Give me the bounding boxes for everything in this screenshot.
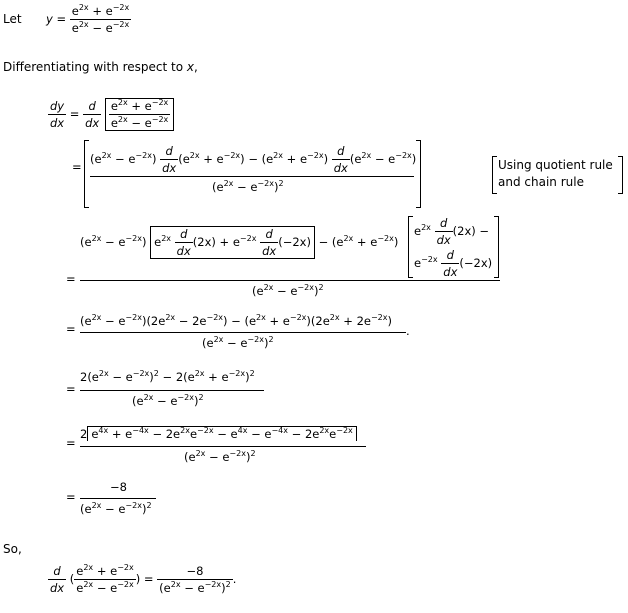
step4-equals: = — [66, 322, 76, 336]
step2-note — [498, 157, 613, 191]
differentiating-label: Differentiating with respect to x, — [3, 60, 198, 74]
step1-expression: $\frac{dy}{dx}$ = $\frac{d}{dx}$ $\frac{e^{2x} + e^{-2x}}{e^{2x} - e^{-2x}}$ — [48, 98, 174, 131]
step4-numerator: $(e^{2x} - e^{-2x})(2e^{2x} - 2e^{-2x}) - (e^{2x} + e^{-2x})(2e^{2x} + 2e^{-2x})$ — [80, 313, 392, 328]
so-label: So, — [3, 542, 22, 556]
step5-numerator: $2(e^{2x} - e^{-2x})^2 - 2(e^{2x} + e^{-2x})^2$ — [80, 369, 255, 384]
step3-inner-right-bracket — [494, 216, 499, 278]
step7-numerator: −8 — [110, 480, 127, 494]
note-line1: Using quotient rule — [498, 158, 613, 172]
step6-numerator: 2 $e^{4x} + e^{-4x} - 2e^{2x}e^{-2x} - e^{4x} - e^{-4x} - 2e^{2x}e^{-2x}$ — [80, 426, 357, 441]
step5-denominator: $(e^{2x} - e^{-2x})^2$ — [132, 393, 204, 408]
step3-numerator-part2b: $e^{-2x}$ $\frac{d}{dx}$ (−2x) — [414, 248, 493, 279]
final-expression: $\frac{d}{dx}$ ( $\frac{e^{2x} + e^{-2x}}{e^{2x} - e^{-2x}}$ ) = $\frac{-8}{(e^{2x} - e^{-2x})^2}$ . — [50, 563, 237, 595]
note-left-bracket — [492, 156, 497, 194]
let-label: Let — [3, 12, 22, 26]
step2-denominator: $(e^{2x} - e^{-2x})^2$ — [212, 179, 284, 194]
y-definition: y = $\frac{e^{2x} + e^{-2x}}{e^{2x} - e^{-2x}}$ — [46, 3, 130, 35]
step6-equals: = — [66, 436, 76, 450]
step3-numerator-part2a: $e^{2x}$ $\frac{d}{dx}$ (2x) − — [414, 216, 490, 247]
note-right-bracket — [618, 156, 623, 194]
step5-equals: = — [66, 382, 76, 396]
step2-equals: = — [72, 160, 82, 174]
step3-fraction-bar — [80, 280, 500, 281]
step5-fraction-bar — [80, 390, 264, 391]
step2-fraction-bar — [90, 176, 414, 177]
step7-denominator: $(e^{2x} - e^{-2x})^2$ — [80, 501, 152, 516]
step3-inner-left-bracket — [408, 216, 413, 278]
step2-numerator: $(e^{2x} - e^{-2x})$ $\frac{d}{dx}$ $(e^{2x} + e^{-2x}) - (e^{2x} + e^{-2x})$ $\frac{d}{dx}$ $(e^{2x} - e^{-2x})$ — [90, 144, 417, 175]
note-line2: and chain rule — [498, 175, 584, 189]
step4-fraction-bar — [80, 332, 406, 333]
step3-numerator-part1: $(e^{2x} - e^{-2x})$ $e^{2x}$ $\frac{d}{dx}$ $(2x) + e^{-2x}$ $\frac{d}{dx}$ $(-2x) - (e^{2x} + e^{-2x})$ — [80, 227, 399, 258]
step7-equals: = — [66, 490, 76, 504]
step2-right-bracket — [416, 140, 421, 208]
step2-left-bracket — [84, 140, 89, 208]
step4-denominator: $(e^{2x} - e^{-2x})^2$ — [202, 335, 274, 350]
step3-denominator: $(e^{2x} - e^{-2x})^2$ — [252, 283, 324, 298]
step7-fraction-bar — [80, 498, 156, 499]
step3-equals: = — [66, 272, 76, 286]
step6-denominator: $(e^{2x} - e^{-2x})^2$ — [184, 449, 256, 464]
step6-fraction-bar — [80, 446, 366, 447]
step4-period: . — [406, 324, 410, 338]
